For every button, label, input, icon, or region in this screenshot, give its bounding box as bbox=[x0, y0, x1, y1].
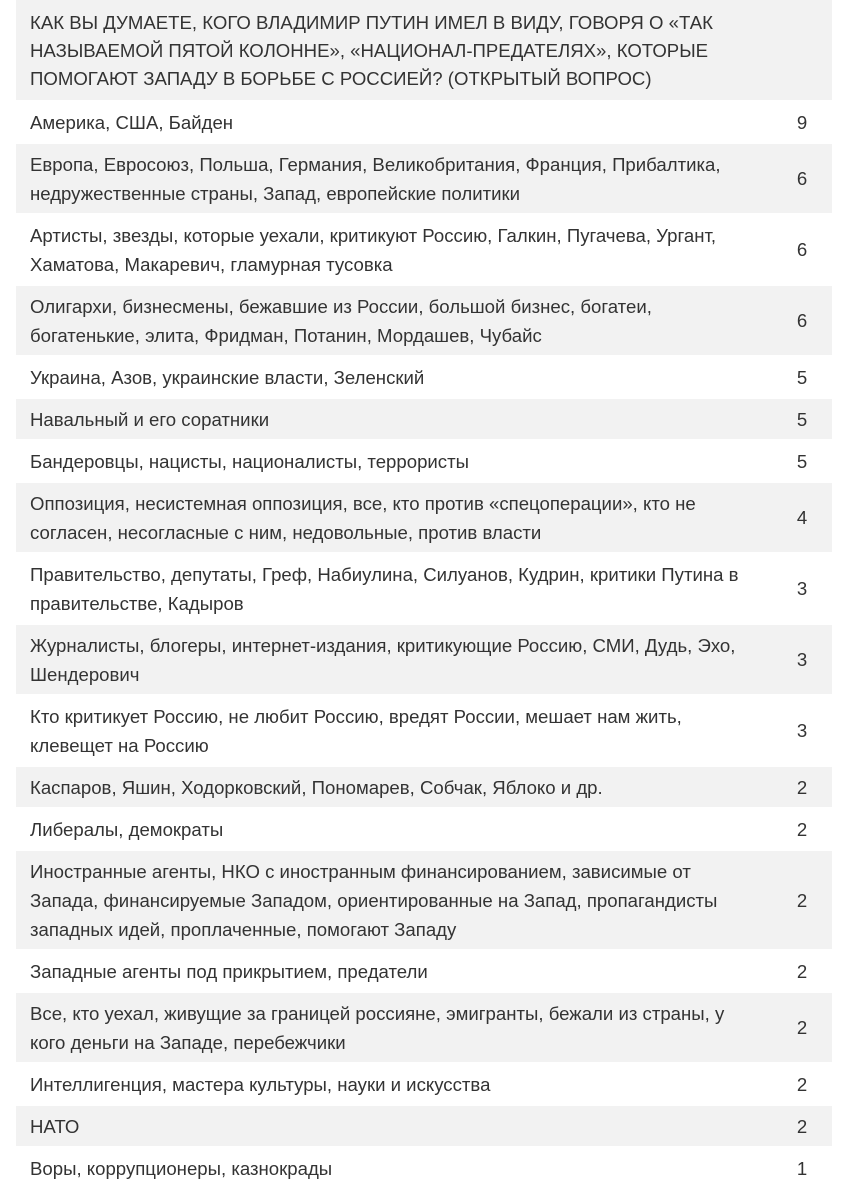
row-label: Навальный и его соратники bbox=[30, 408, 270, 430]
row-value: 6 bbox=[796, 310, 808, 331]
row-label: Интеллигенция, мастера культуры, науки и искусства bbox=[30, 1073, 491, 1095]
row-value: 6 bbox=[796, 168, 808, 189]
row-label: Европа, Евросоюз, Польша, Германия, Великобритания, Франция, Прибалтика, недружественные страны, Запад, европейские политики bbox=[30, 153, 721, 204]
table-row bbox=[16, 100, 832, 142]
row-label: Западные агенты под прикрытием, предатели bbox=[30, 960, 428, 982]
row-label: Олигархи, бизнесмены, бежавшие из России, большой бизнес, богатеи, богатенькие, элита, Фридман, Потанин, Мордашев, Чубайс bbox=[30, 295, 652, 346]
row-label: НАТО bbox=[30, 1115, 80, 1137]
table-row bbox=[16, 355, 832, 397]
row-value: 4 bbox=[796, 507, 808, 528]
row-value: 3 bbox=[796, 649, 808, 670]
row-value: 2 bbox=[796, 818, 808, 840]
row-value: 2 bbox=[796, 1017, 808, 1038]
table-body bbox=[16, 100, 832, 1188]
row-label: Америка, США, Байден bbox=[30, 111, 234, 133]
row-label: Украина, Азов, украинские власти, Зеленский bbox=[30, 366, 425, 388]
row-value: 5 bbox=[796, 408, 808, 430]
row-value: 2 bbox=[796, 889, 808, 911]
table-row bbox=[16, 807, 832, 849]
row-label: Оппозиция, несистемная оппозиция, все, кто против «спецоперации», кто не согласен, несогласные с ним, недовольные, против власти bbox=[30, 492, 696, 543]
row-value: 2 bbox=[796, 960, 808, 982]
table-row bbox=[16, 552, 832, 623]
row-label: Артисты, звезды, которые уехали, критикуют Россию, Галкин, Пугачева, Ургант, Хаматова, Макаревич, гламурная тусовка bbox=[30, 224, 717, 275]
table-row bbox=[16, 1146, 832, 1188]
table-row bbox=[16, 991, 832, 1062]
row-label: Все, кто уехал, живущие за границей россияне, эмигранты, бежали из страны, у кого деньги на Западе, перебежчики bbox=[30, 1002, 725, 1053]
row-value: 9 bbox=[796, 111, 808, 133]
table-row bbox=[16, 694, 832, 765]
row-value: 2 bbox=[796, 1115, 808, 1137]
table-row bbox=[16, 623, 832, 694]
row-value: 3 bbox=[796, 720, 808, 741]
row-label: Кто критикует Россию, не любит Россию, вредят России, мешает нам жить, клевещет на Россию bbox=[30, 705, 682, 756]
row-value: 1 bbox=[796, 1157, 808, 1179]
table-header: КАК ВЫ ДУМАЕТЕ, КОГО ВЛАДИМИР ПУТИН ИМЕЛ В ВИДУ, ГОВОРЯ О «ТАК НАЗЫВАЕМОЙ ПЯТОЙ КОЛОННЕ», «НАЦИОНАЛ-ПРЕДАТЕЛЯХ», КОТОРЫЕ ПОМОГАЮТ ЗАПАДУ В БОРЬБЕ С РОССИЕЙ? (ОТКРЫТЫЙ ВОПРОС) bbox=[16, 0, 832, 100]
row-label: Бандеровцы, нацисты, националисты, террористы bbox=[30, 450, 469, 472]
row-value: 5 bbox=[796, 366, 808, 388]
table-row bbox=[16, 397, 832, 439]
row-value: 5 bbox=[796, 450, 808, 472]
table-row bbox=[16, 481, 832, 552]
row-label: Иностранные агенты, НКО с иностранным финансированием, зависимые от Запада, финансируемые Западом, ориентированные на Запад, пропагандисты западных идей, проплаченные, помогают Западу bbox=[30, 860, 718, 940]
table-row bbox=[16, 213, 832, 284]
table-row bbox=[16, 1104, 832, 1146]
row-value: 2 bbox=[796, 1073, 808, 1095]
table-row bbox=[16, 765, 832, 807]
row-label: Каспаров, Яшин, Ходорковский, Пономарев, Собчак, Яблоко и др. bbox=[30, 776, 603, 798]
table-row bbox=[16, 1062, 832, 1104]
row-value: 2 bbox=[796, 776, 808, 798]
table-row bbox=[16, 849, 832, 949]
table-row bbox=[16, 142, 832, 213]
table-row bbox=[16, 439, 832, 481]
row-value: 6 bbox=[796, 239, 808, 260]
row-label: Журналисты, блогеры, интернет-издания, критикующие Россию, СМИ, Дудь, Эхо, Шендерович bbox=[30, 634, 736, 685]
table-row bbox=[16, 284, 832, 355]
row-value: 3 bbox=[796, 578, 808, 599]
survey-table bbox=[16, 0, 832, 1188]
row-label: Правительство, депутаты, Греф, Набиулина, Силуанов, Кудрин, критики Путина в правительстве, Кадыров bbox=[30, 563, 739, 614]
row-label: Либералы, демократы bbox=[30, 818, 224, 840]
row-label: Воры, коррупционеры, казнокрады bbox=[30, 1157, 333, 1179]
table-row bbox=[16, 949, 832, 991]
